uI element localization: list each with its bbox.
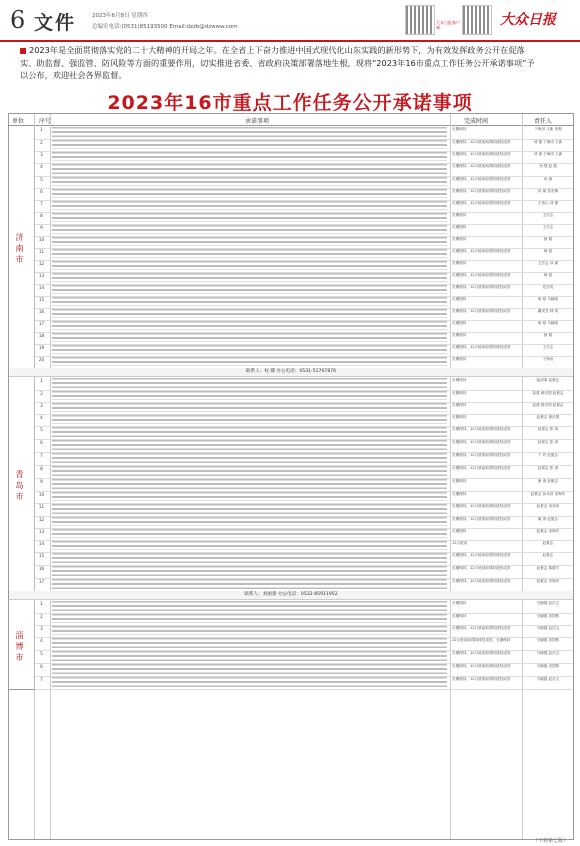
row-number: 2	[40, 391, 43, 396]
table-row	[34, 552, 573, 566]
contact-line: 联系人：刘丽蕾 办公电话：0532-85911952	[9, 591, 573, 600]
row-number: 8	[40, 466, 43, 471]
row-responsible: 赵豪志 陈德宇	[536, 566, 560, 570]
qr-code-icon	[405, 5, 435, 35]
row-matter-text	[52, 427, 447, 437]
row-responsible: 孙 斌 张若梅	[537, 189, 559, 193]
row-responsible: 赵燕 薛庆国 赵豪志	[532, 403, 564, 407]
row-matter-text	[52, 378, 447, 388]
row-responsible: 赵豪志 宋海东	[536, 579, 560, 583]
row-matter-text	[52, 309, 447, 318]
row-matter-text	[52, 479, 447, 489]
row-number: 5	[40, 651, 43, 656]
row-responsible: 马晓磊 宋国栋	[536, 638, 560, 642]
row-deadline: 长期保持	[452, 479, 467, 483]
table-row	[34, 503, 573, 517]
row-matter-text	[52, 614, 447, 623]
row-deadline: 长期保持，12月底前取得阶段性成效	[452, 466, 511, 470]
row-deadline: 长期保持	[452, 614, 467, 618]
row-number: 14	[38, 541, 45, 546]
row-number: 14	[38, 285, 45, 290]
row-matter-text	[52, 164, 447, 174]
row-matter-text	[52, 285, 447, 294]
row-number: 20	[38, 357, 45, 362]
row-deadline: 长期保持，12月底前取得阶段性成效	[452, 140, 511, 144]
row-deadline: 长期保持，12月底前取得阶段性成效	[452, 553, 511, 557]
row-number: 17	[38, 579, 45, 584]
row-number: 8	[40, 213, 43, 218]
header-deadline: 完成时间	[464, 118, 489, 125]
row-responsible: 于海田	[542, 357, 554, 361]
row-matter-text	[52, 492, 447, 501]
row-deadline: 长期保持，12月底前取得阶段性成效	[452, 651, 511, 655]
table-row	[34, 439, 573, 453]
row-deadline: 长期保持	[452, 237, 467, 241]
unit-name: 青岛市	[15, 470, 24, 503]
row-number: 12	[38, 517, 45, 522]
row-matter-text	[52, 664, 447, 674]
table-row	[34, 663, 573, 677]
row-responsible: 王宏志	[542, 345, 554, 349]
row-deadline: 长期保持，12月底前取得阶段性成效	[452, 626, 511, 630]
row-matter-text	[52, 440, 447, 450]
qr-caption: 大众日报客户端	[436, 20, 460, 30]
row-responsible: 马晓磊 赵庆文	[536, 651, 560, 655]
row-responsible: 耿 涛 赵豪志	[537, 517, 559, 521]
table-row	[34, 565, 573, 579]
qr-code-icon	[462, 5, 492, 35]
row-number: 10	[38, 492, 45, 497]
row-deadline: 长期保持，12月底前取得阶段性成效	[452, 579, 511, 583]
table-row	[34, 478, 573, 492]
unit-name: 淄博市	[15, 630, 24, 664]
table-header	[9, 114, 573, 126]
row-deadline: 长期保持，12月底前取得阶段性成效	[452, 427, 511, 431]
row-matter-text	[52, 177, 447, 186]
row-responsible: 陆治原 赵豪志	[536, 378, 560, 382]
row-deadline: 长期保持，12月底前取得阶段性成效	[452, 664, 511, 668]
row-deadline: 长期保持	[452, 415, 467, 419]
row-number: 7	[40, 453, 43, 458]
row-number: 17	[38, 321, 45, 326]
row-deadline: 长期保持	[452, 333, 467, 337]
row-number: 5	[40, 177, 43, 182]
row-matter-text	[52, 152, 447, 161]
intro-text: 2023年是全面贯彻落实党的二十大精神的开局之年。在全省上下奋力推进中国式现代化山东实践的新形势下，为有效发挥政务公开在促落实、助监督、强监管、防风险等方面的重要作用，切实推进省委、省政府决策部署落地生根，现将“2023年16市重点工作任务公开承诺事项”予以公布，欢迎社会各界监督。	[20, 45, 535, 80]
row-responsible: 于海田 王新 刘强	[534, 127, 562, 131]
header-responsible: 责任人	[534, 118, 553, 125]
editor-line: 总编室电话:(0531)85193500 Email:dzzb@dzwww.com	[92, 24, 238, 30]
row-matter-text	[52, 127, 447, 137]
row-deadline: 长期保持，12月底前取得阶段性成效	[452, 677, 511, 681]
row-deadline: 长期保持	[452, 225, 467, 229]
row-number: 12	[38, 261, 45, 266]
row-responsible: 孙 斌	[543, 177, 553, 181]
row-number: 18	[38, 333, 45, 338]
row-responsible: 马晓磊 赵庆文	[536, 677, 560, 681]
row-number: 9	[40, 479, 43, 484]
row-responsible: 刘 强 于海田 王新	[533, 152, 563, 156]
row-deadline: 12月底前取得阶段性成效，长期保持	[452, 638, 511, 642]
row-number: 6	[40, 440, 43, 445]
row-number: 13	[38, 529, 45, 534]
row-responsible: 于 玲 赵豪志	[537, 453, 559, 457]
row-responsible: 杨 韬	[543, 273, 553, 277]
row-matter-text	[52, 415, 447, 424]
date-line: 2023年6月8日 星期四	[92, 13, 148, 19]
headline: 2023年16市重点工作任务公开承诺事项	[107, 92, 473, 114]
row-deadline: 长期保持，12月底前取得阶段性成效	[452, 453, 511, 457]
row-deadline: 长期保持	[452, 378, 467, 382]
row-number: 7	[40, 677, 43, 682]
row-number: 9	[40, 225, 43, 230]
row-number: 7	[40, 201, 43, 206]
row-number: 5	[40, 427, 43, 432]
row-matter-text	[52, 504, 447, 514]
row-deadline: 长期保持，12月底前取得阶段性成效	[452, 345, 511, 349]
row-matter-text	[52, 237, 447, 246]
row-deadline: 长期保持	[452, 391, 467, 395]
row-responsible: 赵豪志 张 涛	[537, 427, 559, 431]
newspaper-logo: 大众日报	[500, 12, 556, 28]
row-matter-text	[52, 601, 447, 611]
table-row	[34, 676, 573, 690]
row-matter-text	[52, 453, 447, 463]
row-matter-text	[52, 529, 447, 538]
row-number: 15	[38, 297, 45, 302]
row-responsible: 马晓磊 宋国栋	[536, 614, 560, 618]
row-responsible: 王宏志	[542, 213, 554, 217]
row-number: 3	[40, 626, 43, 631]
unit-cell	[9, 377, 35, 592]
row-number: 11	[38, 504, 45, 509]
row-number: 6	[40, 664, 43, 669]
row-responsible: 赵豪志 孙本昌 宋海东	[530, 492, 566, 496]
row-responsible: 赵燕 薛庆国 赵豪志	[532, 391, 564, 395]
row-matter-text	[52, 225, 447, 234]
row-matter-text	[52, 677, 447, 687]
row-deadline: 长期保持	[452, 492, 467, 496]
row-matter-text	[52, 333, 447, 342]
row-deadline: 长期保持，12月底前取得阶段性成效	[452, 504, 511, 508]
row-matter-text	[52, 466, 447, 476]
row-deadline: 长期保持	[452, 529, 467, 533]
table-row	[34, 637, 573, 651]
row-number: 4	[40, 415, 43, 420]
row-matter-text	[52, 626, 447, 635]
page-number: 6	[10, 6, 26, 34]
row-number: 16	[38, 566, 45, 571]
row-responsible: 王宏志	[542, 225, 554, 229]
row-responsible: 杨 韬	[543, 333, 553, 337]
row-deadline: 长期保持，12月底前取得阶段性成效	[452, 566, 511, 570]
row-matter-text	[52, 189, 447, 198]
row-deadline: 长期保持，12月底前取得阶段性成效	[452, 201, 511, 205]
row-deadline: 长期保持	[452, 357, 467, 361]
row-matter-text	[52, 541, 447, 550]
row-responsible: 耿 涛 赵豪志	[537, 479, 559, 483]
row-deadline: 长期保持	[452, 321, 467, 325]
row-responsible: 马晓磊 宋国栋	[536, 664, 560, 668]
row-number: 11	[38, 249, 45, 254]
row-number: 3	[40, 403, 43, 408]
table-row	[34, 465, 573, 479]
row-responsible: 赵豪志 薛庆国	[536, 415, 560, 419]
row-matter-text	[52, 321, 447, 330]
row-number: 4	[40, 164, 43, 169]
row-matter-text	[52, 553, 447, 563]
row-number: 1	[40, 127, 43, 132]
row-responsible: 杨 韬	[543, 249, 553, 253]
row-responsible: 刘 强 于海田 王新	[533, 140, 563, 144]
row-matter-text	[52, 579, 447, 589]
row-matter-text	[52, 345, 447, 354]
row-number: 1	[40, 601, 43, 606]
row-number: 1	[40, 378, 43, 383]
table-row	[34, 377, 573, 391]
row-responsible: 杨 韬 马晓明	[537, 297, 559, 301]
commitment-table	[8, 113, 574, 840]
table-row	[34, 578, 573, 592]
square-bullet-icon	[20, 48, 26, 54]
row-responsible: 赵豪志 吴寿伟	[536, 504, 560, 508]
row-deadline: 长期保持	[452, 213, 467, 217]
row-deadline: 长期保持，12月底前取得阶段性成效	[452, 164, 511, 168]
intro-paragraph	[20, 44, 540, 82]
row-deadline: 长期保持，12月底前取得阶段性成效	[452, 440, 511, 444]
row-responsible: 赵豪志	[542, 541, 554, 545]
row-matter-text	[52, 201, 447, 210]
row-responsible: 赵豪志 宋海东	[536, 529, 560, 533]
row-responsible: 马晓磊 赵庆文	[536, 626, 560, 630]
row-deadline: 长期保持，12月底前取得阶段性成效	[452, 309, 511, 313]
row-deadline: 长期保持，12月底前取得阶段性成效	[452, 249, 511, 253]
row-number: 10	[38, 237, 45, 242]
row-matter-text	[52, 391, 447, 400]
row-matter-text	[52, 249, 447, 258]
row-responsible: 王贵山 刘 强	[537, 201, 559, 205]
row-number: 2	[40, 140, 43, 145]
row-matter-text	[52, 357, 447, 366]
row-deadline: 长期保持	[452, 127, 467, 131]
row-matter-text	[52, 297, 447, 306]
row-deadline: 长期保持	[452, 403, 467, 407]
contact-line: 联系人：权 娜 办公电话：0531-51707876	[9, 368, 573, 377]
row-deadline: 长期保持，12月底前取得阶段性成效	[452, 517, 511, 521]
table-row	[34, 126, 573, 140]
row-deadline: 长期保持，12月底前取得阶段性成效	[452, 189, 511, 193]
unit-name: 济南市	[15, 233, 24, 266]
row-number: 6	[40, 189, 43, 194]
masthead	[0, 0, 580, 42]
row-responsible: 赵豪志 张 涛	[537, 466, 559, 470]
row-matter-text	[52, 517, 447, 526]
row-number: 19	[38, 345, 45, 350]
row-deadline: 12月底前	[452, 541, 468, 545]
header-unit: 单位	[12, 118, 25, 125]
row-deadline: 长期保持，12月底前取得阶段性成效	[452, 273, 511, 277]
row-deadline: 长期保持，12月底前取得阶段性成效	[452, 152, 511, 156]
row-number: 3	[40, 152, 43, 157]
row-deadline: 长期保持	[452, 297, 467, 301]
continued-note: （下转第七版）	[532, 838, 568, 844]
row-matter-text	[52, 566, 447, 576]
row-matter-text	[52, 273, 447, 282]
row-responsible: 杨 韬 马晓明	[537, 321, 559, 325]
row-responsible: 刘 强 赵 德	[539, 164, 557, 168]
row-responsible: 杨 韬	[543, 237, 553, 241]
table-row	[34, 600, 573, 614]
row-matter-text	[52, 140, 447, 149]
table-row	[34, 163, 573, 177]
row-matter-text	[52, 213, 447, 222]
row-deadline: 长期保持	[452, 601, 467, 605]
row-number: 13	[38, 273, 45, 278]
table-row	[34, 426, 573, 440]
header-matter: 承诺事项	[245, 118, 270, 125]
row-deadline: 长期保持	[452, 261, 467, 265]
row-matter-text	[52, 638, 447, 648]
table-row	[34, 452, 573, 466]
row-matter-text	[52, 403, 447, 412]
section-title: 文件	[34, 12, 77, 34]
row-responsible: 任庆英	[542, 285, 554, 289]
row-matter-text	[52, 651, 447, 661]
row-deadline: 长期保持，12月底前取得阶段性成效	[452, 177, 511, 181]
table-row	[34, 650, 573, 664]
row-number: 15	[38, 553, 45, 558]
row-responsible: 王宏志 孙 斌	[537, 261, 559, 265]
row-number: 2	[40, 614, 43, 619]
unit-cell	[9, 126, 35, 369]
row-responsible: 赵豪志	[542, 553, 554, 557]
row-responsible: 马晓磊 赵庆文	[536, 601, 560, 605]
row-matter-text	[52, 261, 447, 270]
row-deadline: 长期保持，12月底前取得阶段性成效	[452, 285, 511, 289]
row-number: 16	[38, 309, 45, 314]
row-responsible: 赵豪志 张 涛	[537, 440, 559, 444]
row-number: 4	[40, 638, 43, 643]
row-responsible: 戴成龙 韩 伟	[537, 309, 559, 313]
header-number: 序号	[39, 118, 52, 125]
unit-cell	[9, 600, 35, 690]
